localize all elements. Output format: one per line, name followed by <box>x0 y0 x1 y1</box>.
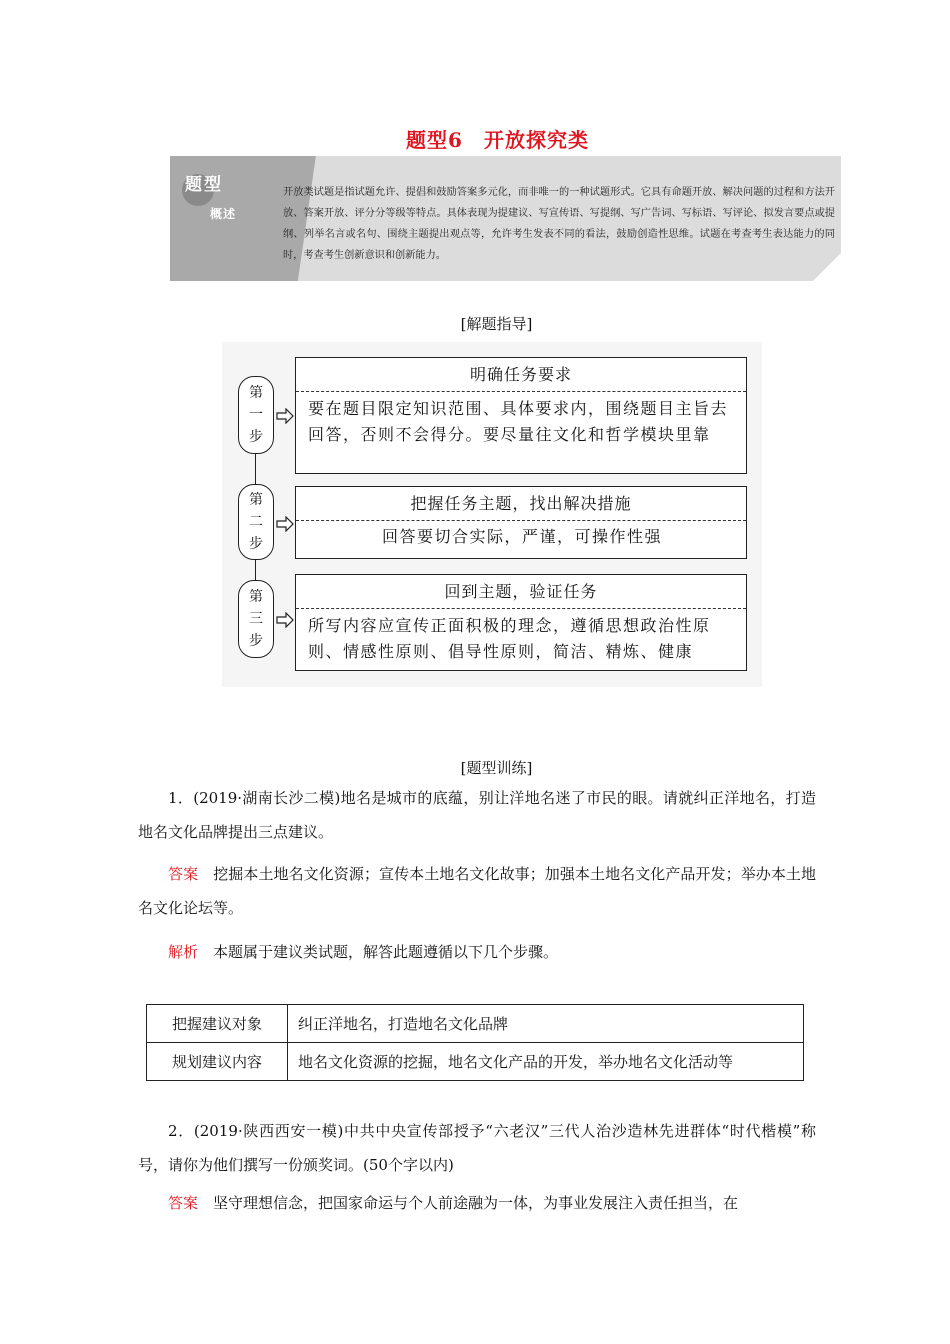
step-box-1 <box>295 357 747 474</box>
analysis-1 <box>138 935 816 969</box>
answer-1 <box>138 857 816 925</box>
step-connector <box>255 454 256 484</box>
overview-text: 开放类试题是指试题允许、提倡和鼓励答案多元化，而非唯一的一种试题形式。它具有命题开放、解决问题的过程和方法开放、答案开放、评分分等级等特点。具体表现为提建议、写宣传语、写提纲、写广告词、写标语、写评论、拟发言要点或提纲、列举名言或名句、围绕主题提出观点等，允许考生发表不同的看法，鼓励创造性思维。试题在考查考生表达能力的同时，考查考生创新意识和创新能力。 <box>283 187 835 261</box>
step-box-2 <box>295 486 747 559</box>
arrow-right-icon <box>276 612 294 628</box>
solution-steps-diagram <box>222 342 762 687</box>
table-cell: 把握建议对象 <box>147 1005 288 1043</box>
analysis-label: 解析 <box>168 943 199 961</box>
table-cell: 规划建议内容 <box>147 1043 288 1081</box>
table-cell: 地名文化资源的挖掘，地名文化产品的开发，举办地名文化活动等 <box>288 1043 804 1081</box>
suggestion-table <box>146 1004 804 1081</box>
question-2: 2．(2019·陕西西安一模)中共中央宣传部授予“六老汉”三代人治沙造林先进群体“时代楷模”称号，请你为他们撰写一份颁奖词。(50个字以内) <box>138 1122 816 1174</box>
answer-label: 答案 <box>168 1194 199 1212</box>
table-row <box>147 1043 804 1081</box>
step-description: 要在题目限定知识范围、具体要求内，围绕题目主旨去回答，否则不会得分。要尽量往文化和哲学模块里靠 <box>308 399 729 444</box>
analysis-text: 本题属于建议类试题，解答此题遵循以下几个步骤。 <box>213 943 559 961</box>
answer-label: 答案 <box>168 865 199 883</box>
arrow-right-icon <box>276 408 294 424</box>
training-heading: [题型训练] <box>460 759 533 777</box>
overview-badge: 题型 <box>185 175 223 195</box>
answer-text: 挖掘本土地名文化资源；宣传本土地名文化故事；加强本土地名文化产品开发；举办本土地名文化论坛等。 <box>138 865 816 917</box>
table-cell: 纠正洋地名，打造地名文化品牌 <box>288 1005 804 1043</box>
overview-badge-sub: 概述 <box>210 207 237 221</box>
step-description: 所写内容应宣传正面积极的理念，遵循思想政治性原则、情感性原则、倡导性原则，简洁、精炼、健康 <box>308 616 711 661</box>
answer-text: 坚守理想信念，把国家命运与个人前途融为一体，为事业发展注入责任担当，在 <box>213 1194 739 1212</box>
step-heading: 回到主题，验证任务 <box>296 575 746 609</box>
step-label-3: 第 三 步 <box>238 580 274 658</box>
arrow-right-icon <box>276 516 294 532</box>
step-label-1: 第 一 步 <box>238 376 274 454</box>
step-connector <box>255 560 256 580</box>
step-heading: 明确任务要求 <box>296 358 746 392</box>
question-1: 1．(2019·湖南长沙二模)地名是城市的底蕴，别让洋地名迷了市民的眼。请就纠正洋地名，打造地名文化品牌提出三点建议。 <box>138 789 816 841</box>
table-row <box>147 1005 804 1043</box>
step-box-3 <box>295 574 747 671</box>
answer-2 <box>138 1186 816 1220</box>
step-description: 回答要切合实际，严谨，可操作性强 <box>381 527 662 546</box>
step-label-2: 第 二 步 <box>238 484 274 560</box>
page-title: 题型6 开放探究类 <box>406 128 589 152</box>
step-heading: 把握任务主题，找出解决措施 <box>296 487 746 521</box>
guide-heading: [解题指导] <box>460 315 533 333</box>
